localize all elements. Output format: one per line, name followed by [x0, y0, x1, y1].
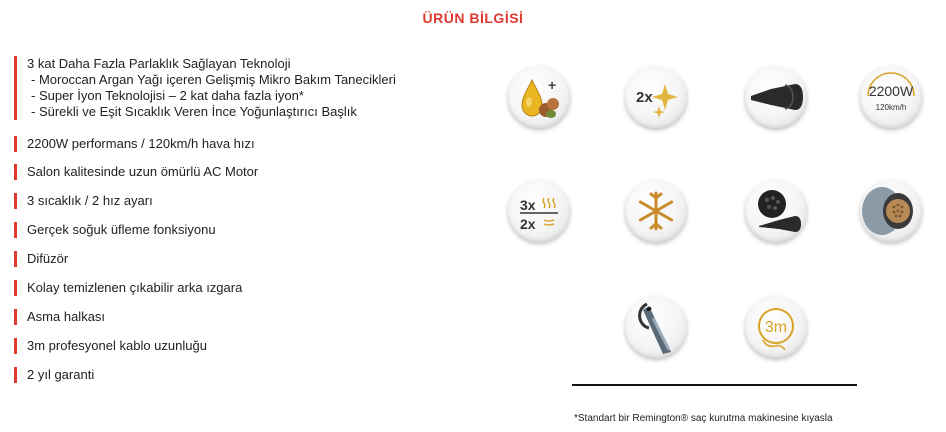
- argan-oil-icon: [508, 66, 570, 128]
- ion-icon: [625, 66, 687, 128]
- speed-label: 120km/h: [875, 103, 907, 112]
- feature-text: Difüzör: [27, 251, 69, 266]
- snowflake-icon: [625, 180, 687, 242]
- feature-subtext: - Super İyon Teknolojisi – 2 kat daha fazla iyon*: [31, 88, 304, 103]
- power-speed-icon: [860, 66, 922, 128]
- footnote: *Standart bir Remington® saç kurutma makinesine kıyasla: [574, 413, 833, 424]
- feature-item-hanging-loop: [14, 309, 105, 325]
- cable-length-icon: [745, 296, 807, 358]
- heat-settings-label: 3x: [520, 197, 536, 213]
- hanging-loop-icon: [625, 296, 687, 358]
- feature-item-settings: [14, 193, 153, 209]
- feature-item-cool-shot: [14, 222, 216, 238]
- feature-text: Asma halkası: [27, 309, 106, 324]
- feature-item-power: [14, 136, 255, 152]
- feature-text: 3 kat Daha Fazla Parlaklık Sağlayan Teknoloji: [27, 56, 291, 71]
- divider: [572, 384, 857, 386]
- feature-item-cable: [14, 338, 207, 354]
- svg-text:+: +: [548, 77, 557, 93]
- feature-item-shine: [14, 56, 396, 120]
- feature-subtext: - Sürekli ve Eşit Sıcaklık Veren İnce Yoğunlaştırıcı Başlık: [31, 104, 357, 119]
- concentrator-nozzle-icon: [745, 66, 807, 128]
- ion-label: 2x: [636, 89, 653, 106]
- feature-text: Kolay temizlenen çıkabilir arka ızgara: [27, 280, 243, 295]
- speed-settings-label: 2x: [520, 216, 536, 232]
- feature-text: Salon kalitesinde uzun ömürlü AC Motor: [27, 164, 259, 179]
- removable-grille-icon: [860, 180, 922, 242]
- feature-text: Gerçek soğuk üfleme fonksiyonu: [27, 222, 216, 237]
- feature-text: 2200W performans / 120km/h hava hızı: [27, 136, 255, 151]
- cable-label: 3m: [764, 319, 788, 336]
- power-label: 2200W: [868, 83, 914, 99]
- feature-item-grille: [14, 280, 242, 296]
- feature-subtext: - Moroccan Argan Yağı içeren Gelişmiş Mikro Bakım Tanecikleri: [31, 72, 396, 87]
- feature-item-diffuser: [14, 251, 68, 267]
- diffuser-icon: [745, 180, 807, 242]
- feature-text: 3 sıcaklık / 2 hız ayarı: [27, 193, 153, 208]
- feature-item-motor: [14, 164, 258, 180]
- feature-text: 2 yıl garanti: [27, 367, 95, 382]
- feature-item-warranty: [14, 367, 94, 383]
- page-title: ÜRÜN BİLGİSİ: [422, 10, 524, 26]
- feature-text: 3m profesyonel kablo uzunluğu: [27, 338, 207, 353]
- heat-speed-settings-icon: [508, 180, 570, 242]
